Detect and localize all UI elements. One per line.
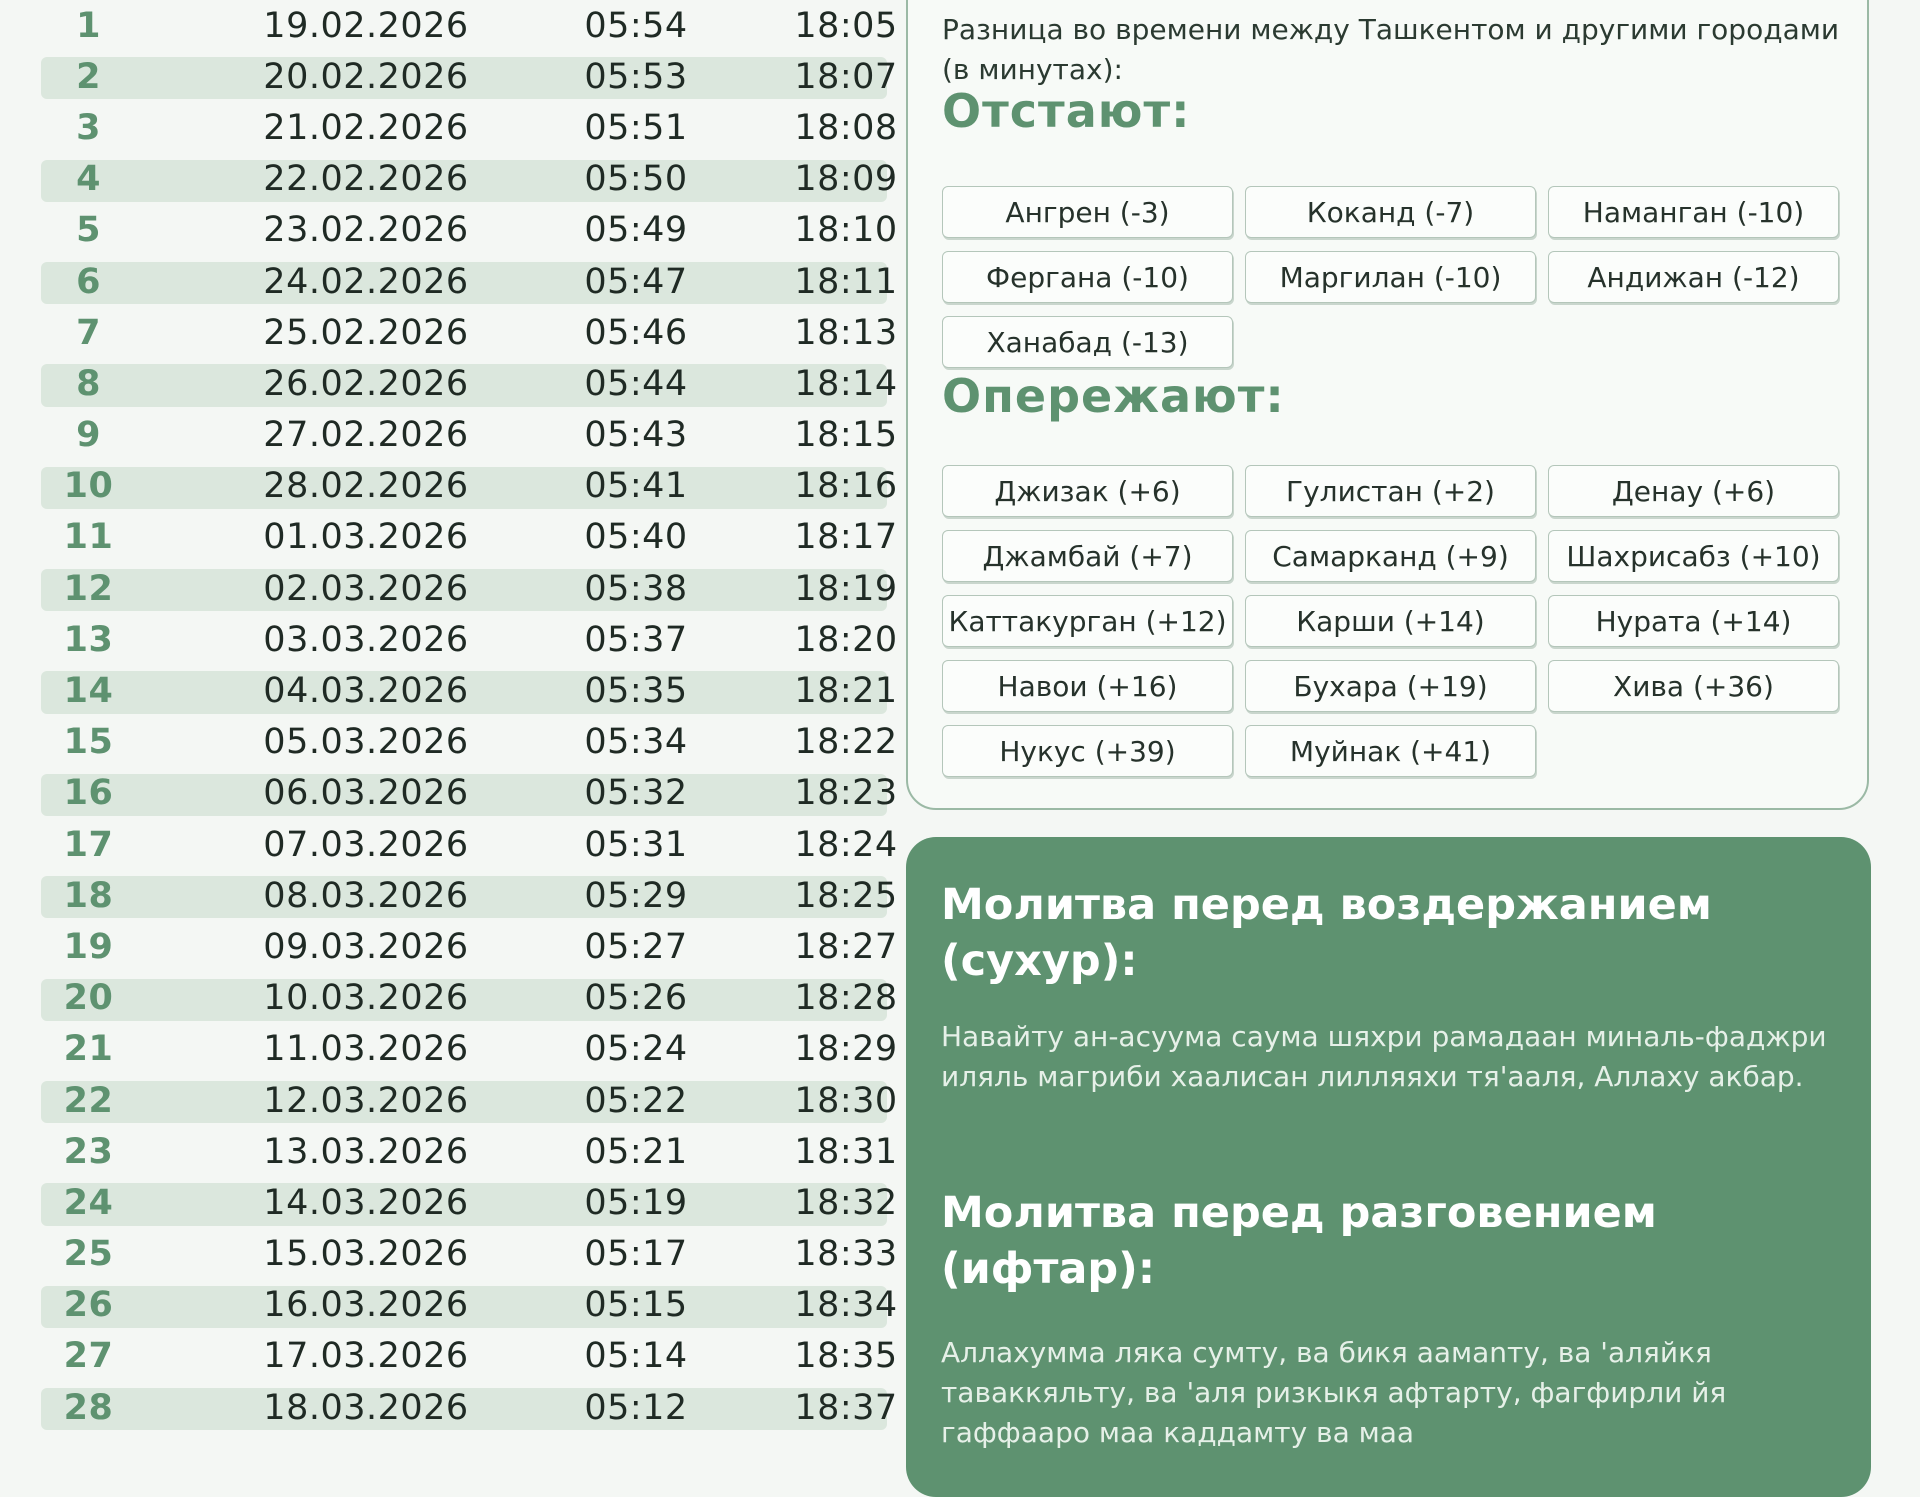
- city-chip: Каттакурган (+12): [942, 595, 1233, 647]
- suhur-time-cell: 05:43: [584, 415, 688, 456]
- city-chip: Хива (+36): [1548, 660, 1839, 712]
- iftar-time-cell: 18:13: [794, 312, 898, 353]
- suhur-time-cell: 05:41: [584, 466, 688, 507]
- city-chip: Денау (+6): [1548, 465, 1839, 517]
- date-cell: 28.02.2026: [263, 466, 469, 507]
- schedule-row: [41, 1280, 898, 1331]
- city-chip: Гулистан (+2): [1245, 465, 1536, 517]
- day-number: 2: [76, 56, 101, 97]
- city-chip: Муйнак (+41): [1245, 725, 1536, 777]
- day-number: 3: [76, 107, 101, 148]
- day-number: 8: [76, 363, 101, 404]
- suhur-time-cell: 05:46: [584, 312, 688, 353]
- city-chip: Андижан (-12): [1548, 251, 1839, 303]
- date-cell: 20.02.2026: [263, 56, 469, 97]
- iftar-time-cell: 18:14: [794, 363, 898, 404]
- city-chip: Самарканд (+9): [1245, 530, 1536, 582]
- city-chip: Коканд (-7): [1245, 186, 1536, 238]
- ahead-cities-list: [942, 465, 1852, 777]
- iftar-time-cell: 18:32: [794, 1182, 898, 1223]
- suhur-time-cell: 05:19: [584, 1182, 688, 1223]
- schedule-row: [41, 154, 898, 205]
- day-number: 9: [76, 415, 101, 456]
- date-cell: 27.02.2026: [263, 415, 469, 456]
- iftar-time-cell: 18:16: [794, 466, 898, 507]
- behind-cities-list: [942, 186, 1852, 368]
- day-number: 11: [63, 517, 114, 558]
- suhur-time-cell: 05:15: [584, 1285, 688, 1326]
- suhur-time-cell: 05:54: [584, 5, 688, 46]
- day-number: 28: [63, 1387, 114, 1428]
- iftar-time-cell: 18:21: [794, 671, 898, 712]
- iftar-time-cell: 18:22: [794, 722, 898, 763]
- suhur-time-cell: 05:38: [584, 568, 688, 609]
- schedule-row: [41, 870, 898, 921]
- day-number: 27: [63, 1336, 114, 1377]
- schedule-row: [41, 717, 898, 768]
- city-chip: Нурата (+14): [1548, 595, 1839, 647]
- suhur-time-cell: 05:26: [584, 978, 688, 1019]
- suhur-time-cell: 05:35: [584, 671, 688, 712]
- day-number: 24: [63, 1182, 114, 1223]
- date-cell: 06.03.2026: [263, 773, 469, 814]
- suhur-time-cell: 05:37: [584, 619, 688, 660]
- date-cell: 17.03.2026: [263, 1336, 469, 1377]
- iftar-time-cell: 18:28: [794, 978, 898, 1019]
- day-number: 6: [76, 261, 101, 302]
- ramadan-schedule-table: [41, 0, 898, 1433]
- day-number: 23: [63, 1131, 114, 1172]
- date-cell: 14.03.2026: [263, 1182, 469, 1223]
- suhur-time-cell: 05:34: [584, 722, 688, 763]
- schedule-row: [41, 1177, 898, 1228]
- schedule-row: [41, 665, 898, 716]
- day-number: 25: [63, 1234, 114, 1275]
- schedule-row: [41, 205, 898, 256]
- city-chip: Фергана (-10): [942, 251, 1233, 303]
- date-cell: 25.02.2026: [263, 312, 469, 353]
- schedule-row: [41, 410, 898, 461]
- schedule-row: [41, 1229, 898, 1280]
- city-chip: Шахрисабз (+10): [1548, 530, 1839, 582]
- iftar-time-cell: 18:10: [794, 210, 898, 251]
- time-difference-card: [906, 0, 1869, 810]
- suhur-time-cell: 05:24: [584, 1029, 688, 1070]
- day-number: 21: [63, 1029, 114, 1070]
- suhur-time-cell: 05:44: [584, 363, 688, 404]
- date-cell: 10.03.2026: [263, 978, 469, 1019]
- date-cell: 03.03.2026: [263, 619, 469, 660]
- suhur-time-cell: 05:53: [584, 56, 688, 97]
- time-difference-intro: Разница во времени между Ташкентом и другими городами (в минутах):: [942, 13, 1840, 86]
- iftar-time-cell: 18:27: [794, 926, 898, 967]
- ahead-heading: Опережают:: [942, 369, 1285, 423]
- iftar-time-cell: 18:20: [794, 619, 898, 660]
- schedule-row: [41, 0, 898, 51]
- date-cell: 18.03.2026: [263, 1387, 469, 1428]
- iftar-time-cell: 18:30: [794, 1080, 898, 1121]
- iftar-time-cell: 18:33: [794, 1234, 898, 1275]
- iftar-time-cell: 18:25: [794, 875, 898, 916]
- schedule-row: [41, 973, 898, 1024]
- city-chip: Нукус (+39): [942, 725, 1233, 777]
- suhur-time-cell: 05:47: [584, 261, 688, 302]
- iftar-time-cell: 18:05: [794, 5, 898, 46]
- schedule-row: [41, 614, 898, 665]
- day-number: 20: [63, 978, 114, 1019]
- date-cell: 05.03.2026: [263, 722, 469, 763]
- city-chip: Бухара (+19): [1245, 660, 1536, 712]
- day-number: 10: [63, 466, 114, 507]
- date-cell: 22.02.2026: [263, 159, 469, 200]
- suhur-time-cell: 05:49: [584, 210, 688, 251]
- schedule-row: [41, 461, 898, 512]
- iftar-time-cell: 18:19: [794, 568, 898, 609]
- iftar-prayer-title: Молитва перед разговением (ифтар):: [941, 1188, 1657, 1294]
- date-cell: 26.02.2026: [263, 363, 469, 404]
- suhur-time-cell: 05:50: [584, 159, 688, 200]
- suhur-time-cell: 05:22: [584, 1080, 688, 1121]
- day-number: 18: [63, 875, 114, 916]
- day-number: 5: [76, 210, 101, 251]
- iftar-time-cell: 18:37: [794, 1387, 898, 1428]
- date-cell: 13.03.2026: [263, 1131, 469, 1172]
- suhur-prayer-title: Молитва перед воздержанием (сухур):: [941, 880, 1712, 986]
- day-number: 4: [76, 159, 101, 200]
- date-cell: 08.03.2026: [263, 875, 469, 916]
- schedule-row: [41, 1075, 898, 1126]
- suhur-time-cell: 05:14: [584, 1336, 688, 1377]
- date-cell: 01.03.2026: [263, 517, 469, 558]
- behind-heading: Отстают:: [942, 84, 1191, 138]
- day-number: 7: [76, 312, 101, 353]
- iftar-time-cell: 18:17: [794, 517, 898, 558]
- day-number: 26: [63, 1285, 114, 1326]
- schedule-row: [41, 512, 898, 563]
- suhur-prayer-text: Навайту ан-асуума саума шяхри рамадаан миналь-фаджри иляль магриби хаалисан лилляяхи тя'ааля, Аллаху акбар.: [941, 1020, 1827, 1093]
- date-cell: 15.03.2026: [263, 1234, 469, 1275]
- date-cell: 07.03.2026: [263, 824, 469, 865]
- day-number: 17: [63, 824, 114, 865]
- day-number: 16: [63, 773, 114, 814]
- date-cell: 16.03.2026: [263, 1285, 469, 1326]
- iftar-prayer-text: Аллахумма ляка сумту, ва бикя аамanту, ва 'аляйкя таваккяльту, ва 'аля ризкыкя афтарту, фагфирли йя гаффааро маа каддамту ва маа: [941, 1336, 1727, 1449]
- schedule-row: [41, 768, 898, 819]
- city-chip: Наманган (-10): [1548, 186, 1839, 238]
- iftar-time-cell: 18:11: [794, 261, 898, 302]
- date-cell: 19.02.2026: [263, 5, 469, 46]
- schedule-row: [41, 1331, 898, 1382]
- day-number: 15: [63, 722, 114, 763]
- iftar-time-cell: 18:07: [794, 56, 898, 97]
- day-number: 1: [76, 5, 101, 46]
- city-chip: Джамбай (+7): [942, 530, 1233, 582]
- schedule-row: [41, 307, 898, 358]
- schedule-row: [41, 1382, 898, 1433]
- iftar-time-cell: 18:09: [794, 159, 898, 200]
- iftar-time-cell: 18:23: [794, 773, 898, 814]
- day-number: 22: [63, 1080, 114, 1121]
- schedule-row: [41, 921, 898, 972]
- suhur-time-cell: 05:31: [584, 824, 688, 865]
- schedule-row: [41, 819, 898, 870]
- suhur-time-cell: 05:40: [584, 517, 688, 558]
- day-number: 13: [63, 619, 114, 660]
- iftar-time-cell: 18:35: [794, 1336, 898, 1377]
- schedule-row: [41, 1024, 898, 1075]
- suhur-time-cell: 05:51: [584, 107, 688, 148]
- schedule-row: [41, 102, 898, 153]
- iftar-time-cell: 18:31: [794, 1131, 898, 1172]
- iftar-time-cell: 18:34: [794, 1285, 898, 1326]
- date-cell: 02.03.2026: [263, 568, 469, 609]
- city-chip: Ханабад (-13): [942, 316, 1233, 368]
- schedule-row: [41, 563, 898, 614]
- date-cell: 24.02.2026: [263, 261, 469, 302]
- day-number: 19: [63, 926, 114, 967]
- day-number: 14: [63, 671, 114, 712]
- city-chip: Навои (+16): [942, 660, 1233, 712]
- date-cell: 09.03.2026: [263, 926, 469, 967]
- city-chip: Карши (+14): [1245, 595, 1536, 647]
- suhur-time-cell: 05:21: [584, 1131, 688, 1172]
- suhur-time-cell: 05:17: [584, 1234, 688, 1275]
- date-cell: 12.03.2026: [263, 1080, 469, 1121]
- schedule-row: [41, 51, 898, 102]
- schedule-row: [41, 256, 898, 307]
- date-cell: 23.02.2026: [263, 210, 469, 251]
- schedule-row: [41, 358, 898, 409]
- iftar-time-cell: 18:08: [794, 107, 898, 148]
- iftar-time-cell: 18:29: [794, 1029, 898, 1070]
- schedule-row: [41, 1126, 898, 1177]
- iftar-time-cell: 18:15: [794, 415, 898, 456]
- day-number: 12: [63, 568, 114, 609]
- date-cell: 04.03.2026: [263, 671, 469, 712]
- iftar-time-cell: 18:24: [794, 824, 898, 865]
- date-cell: 11.03.2026: [263, 1029, 469, 1070]
- prayers-card: [906, 837, 1871, 1497]
- date-cell: 21.02.2026: [263, 107, 469, 148]
- suhur-time-cell: 05:32: [584, 773, 688, 814]
- suhur-time-cell: 05:12: [584, 1387, 688, 1428]
- city-chip: Ангрен (-3): [942, 186, 1233, 238]
- city-chip: Джизак (+6): [942, 465, 1233, 517]
- suhur-time-cell: 05:29: [584, 875, 688, 916]
- city-chip: Маргилан (-10): [1245, 251, 1536, 303]
- suhur-time-cell: 05:27: [584, 926, 688, 967]
